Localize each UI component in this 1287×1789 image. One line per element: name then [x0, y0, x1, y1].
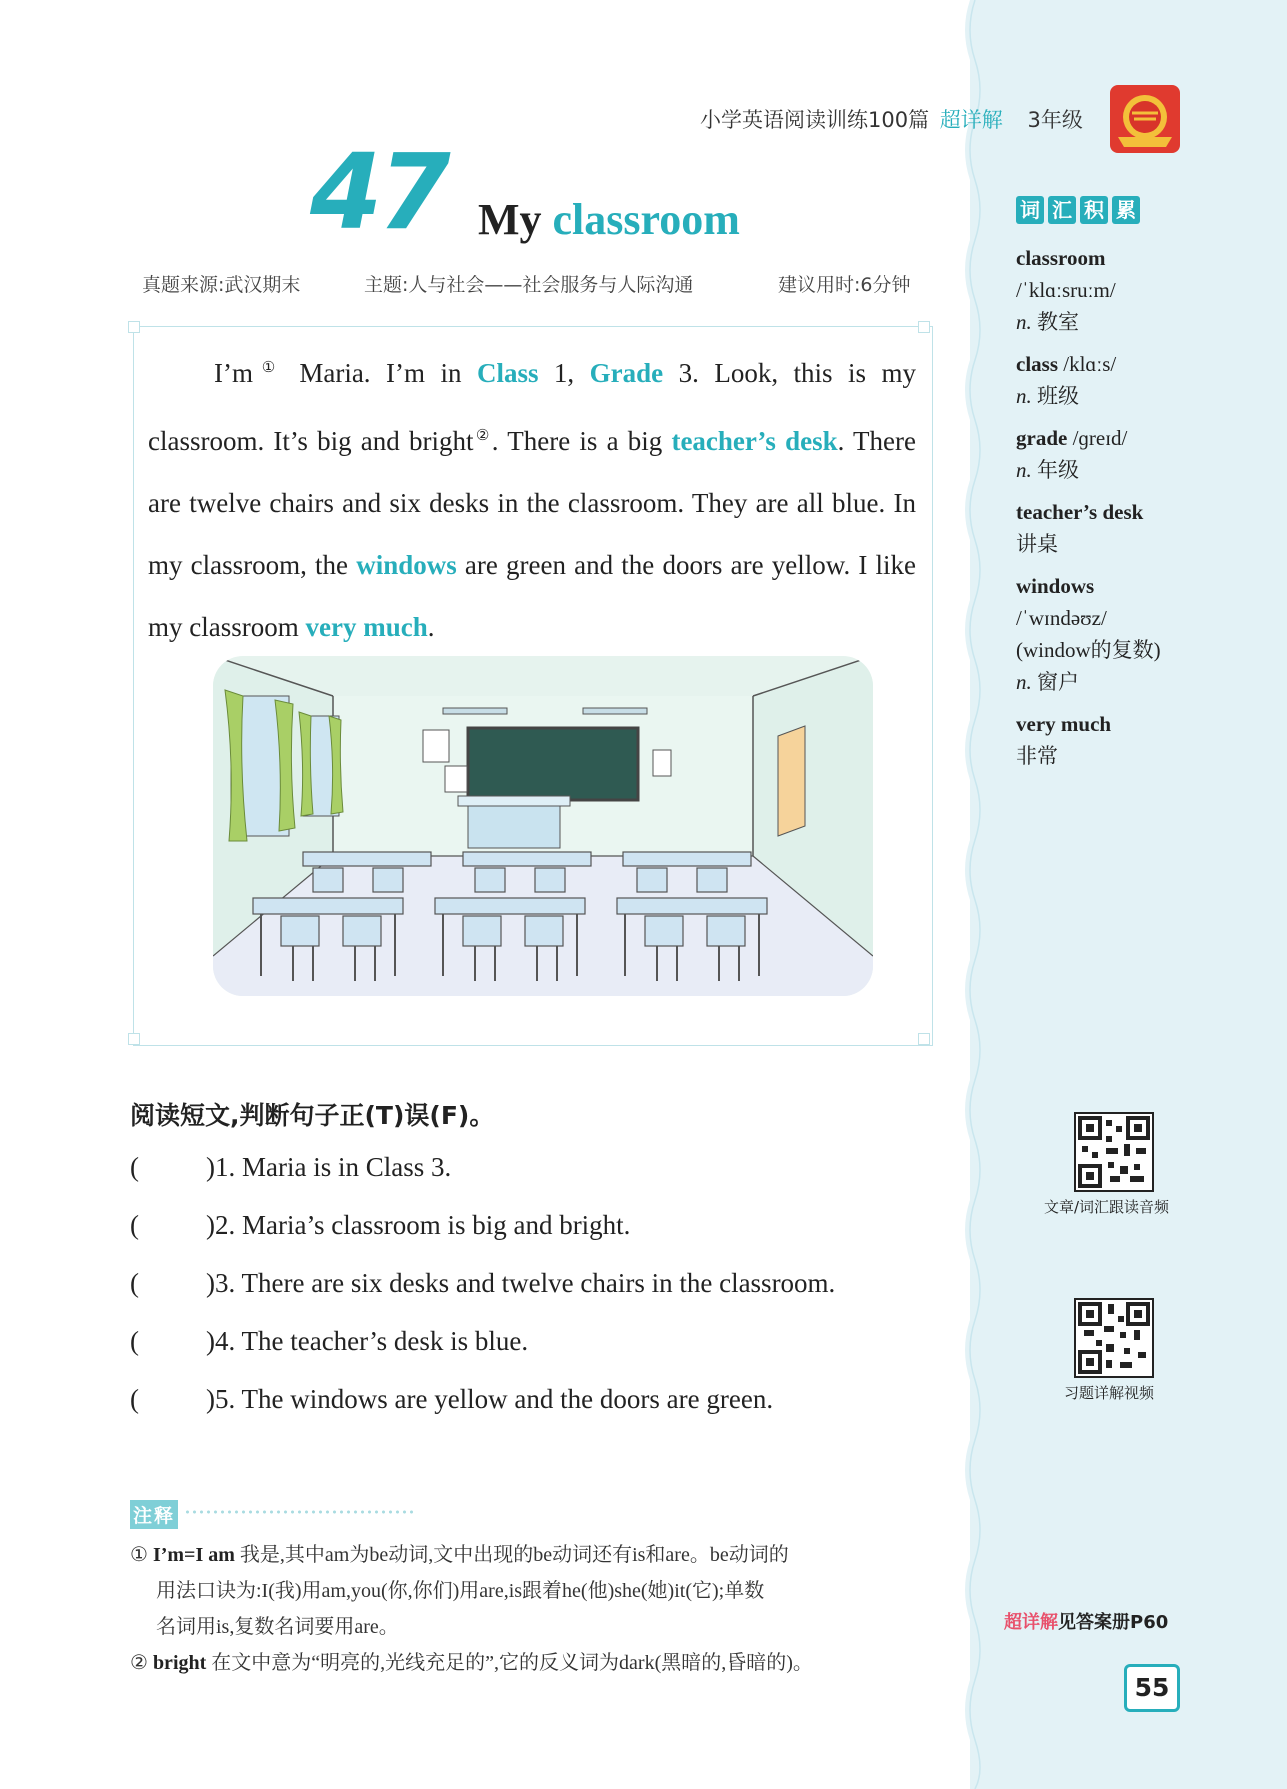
note-text: 我是,其中am为be动词,文中出现的be动词还有is和are。be动词的 [234, 1544, 789, 1566]
note-number: ① [130, 1542, 148, 1566]
question-item[interactable] [130, 1210, 630, 1241]
page-number-badge [1124, 1664, 1180, 1712]
keyword: very much [305, 612, 428, 642]
keyword: windows [356, 550, 457, 580]
answer-blank[interactable]: ( [130, 1210, 139, 1240]
reading-passage [148, 336, 916, 658]
vocab-word: grade [1016, 426, 1068, 450]
note-text: 在文中意为“明亮的,光线充足的”,它的反义词为dark(黑暗的,昏暗的)。 [206, 1652, 813, 1674]
passage-text: are green and the doors are yellow. I like my classroom [148, 550, 916, 642]
passage-text: 1, [538, 358, 590, 388]
vocab-item [1016, 496, 1276, 560]
note-text: 名词用is,复数名词要用are。 [156, 1616, 399, 1638]
passage-text: . There is a big [491, 426, 672, 456]
vocab-word: classroom [1016, 246, 1106, 270]
question-item[interactable] [130, 1384, 773, 1415]
vocab-title-char: 积 [1080, 196, 1108, 224]
vocab-pos: n. [1016, 458, 1032, 482]
passage-text: I’m [214, 358, 253, 388]
book-grade: 3年级 [1027, 108, 1083, 132]
book-title: 小学英语阅读训练100篇 [700, 108, 930, 132]
vocab-title-char: 词 [1016, 196, 1044, 224]
question-text: )1. Maria is in Class 3. [206, 1152, 452, 1182]
meta-time: 建议用时:6分钟 [778, 274, 911, 296]
vocab-phonetic: /klɑːs/ [1058, 352, 1117, 376]
meta-source: 真题来源:武汉期末 [142, 274, 301, 296]
vocab-meaning: 班级 [1031, 384, 1079, 408]
vocab-pos: n. [1016, 670, 1032, 694]
note-text: 用法口诀为:I(我)用am,you(你,你们)用are,is跟着he(他)she(她)it(它);单数 [156, 1580, 765, 1602]
qr-label-audio: 文章/词汇跟读音频 [1044, 1198, 1170, 1216]
answer-blank[interactable]: ( [130, 1326, 139, 1356]
vocab-item [1016, 708, 1276, 772]
meta-theme: 主题:人与社会——社会服务与人际沟通 [364, 274, 694, 296]
page-number: 55 [1134, 1673, 1170, 1702]
vocab-title [1016, 196, 1144, 224]
frame-corner [128, 321, 140, 333]
classroom-illustration [213, 656, 873, 996]
passage-text: . There are twelve chairs and six desks in the classroom. They are all blue. In my classroom, the [148, 426, 916, 580]
vocab-meaning: 教室 [1031, 310, 1079, 334]
vocab-item [1016, 570, 1276, 698]
vocab-word: class [1016, 352, 1058, 376]
vocab-title-char: 汇 [1048, 196, 1076, 224]
answer-blank[interactable]: ( [130, 1268, 139, 1298]
title-plain: My [478, 195, 542, 244]
vocab-note: (window的复数) [1016, 638, 1161, 662]
answer-blank[interactable]: ( [130, 1384, 139, 1414]
question-text: )3. There are six desks and twelve chairs in the classroom. [206, 1268, 836, 1298]
publisher-logo-icon [1110, 85, 1180, 153]
question-text: )2. Maria’s classroom is big and bright. [206, 1210, 631, 1240]
note-ref: ② [473, 426, 492, 444]
question-text: )4. The teacher’s desk is blue. [206, 1326, 529, 1356]
vocab-phonetic: /ɡreɪd/ [1067, 426, 1128, 450]
passage-text: Maria. I’m in [283, 358, 477, 388]
answer-text: 见答案册P60 [1058, 1612, 1169, 1633]
vocab-word: teacher’s desk [1016, 500, 1144, 524]
keyword: Grade [589, 358, 664, 388]
question-item[interactable] [130, 1152, 451, 1183]
frame-corner [128, 1033, 140, 1045]
answer-highlight: 超详解 [1004, 1612, 1058, 1633]
note-term: bright [152, 1652, 207, 1674]
vocab-phonetic: /ˈklɑːsruːm/ [1016, 278, 1116, 302]
keyword: Class [476, 358, 539, 388]
question-item[interactable] [130, 1326, 528, 1357]
vocab-pos: n. [1016, 384, 1032, 408]
vocab-item [1016, 422, 1276, 486]
vocab-meaning: 讲桌 [1016, 532, 1058, 556]
keyword: teacher’s desk [671, 426, 838, 456]
vocab-word: very much [1016, 712, 1112, 736]
vocab-meaning: 年级 [1031, 458, 1079, 482]
vocab-phonetic: /ˈwɪndəʊz/ [1016, 606, 1107, 630]
qr-label-video: 习题详解视频 [1064, 1384, 1155, 1402]
vocab-item [1016, 242, 1276, 338]
vocab-title-char: 累 [1112, 196, 1140, 224]
frame-corner [918, 1033, 930, 1045]
answer-reference [1004, 1608, 1168, 1634]
qr-code-video-icon[interactable] [1074, 1298, 1154, 1378]
vocab-item [1016, 348, 1276, 412]
sidebar-wavy-edge [955, 0, 985, 1789]
notes-tag: 注释 [130, 1500, 178, 1529]
note-number: ② [130, 1650, 148, 1674]
note-item [130, 1536, 940, 1645]
note-item [130, 1644, 940, 1681]
frame-corner [918, 321, 930, 333]
book-highlight: 超详解 [939, 108, 1003, 132]
exercise-title: 阅读短文,判断句子正(T)误(F)。 [130, 1101, 495, 1130]
answer-blank[interactable]: ( [130, 1152, 139, 1182]
lesson-number: 47 [310, 131, 447, 253]
vocab-meaning: 非常 [1016, 744, 1058, 768]
qr-code-audio-icon[interactable] [1074, 1112, 1154, 1192]
vocab-list [1016, 242, 1276, 782]
vocab-meaning: 窗户 [1031, 670, 1079, 694]
lesson-title [478, 194, 740, 245]
note-term: I’m=I am [152, 1544, 235, 1566]
note-ref: ① [252, 358, 284, 376]
vocab-word: windows [1016, 574, 1095, 598]
passage-text: . [427, 612, 435, 642]
book-header [700, 104, 1100, 134]
question-item[interactable] [130, 1268, 835, 1299]
title-highlight: classroom [552, 195, 740, 244]
notes-divider [184, 1509, 414, 1515]
vocab-pos: n. [1016, 310, 1032, 334]
passage-text: 3. Look, this is my classroom. It’s big and bright [148, 358, 917, 456]
question-text: )5. The windows are yellow and the doors are green. [206, 1384, 774, 1414]
